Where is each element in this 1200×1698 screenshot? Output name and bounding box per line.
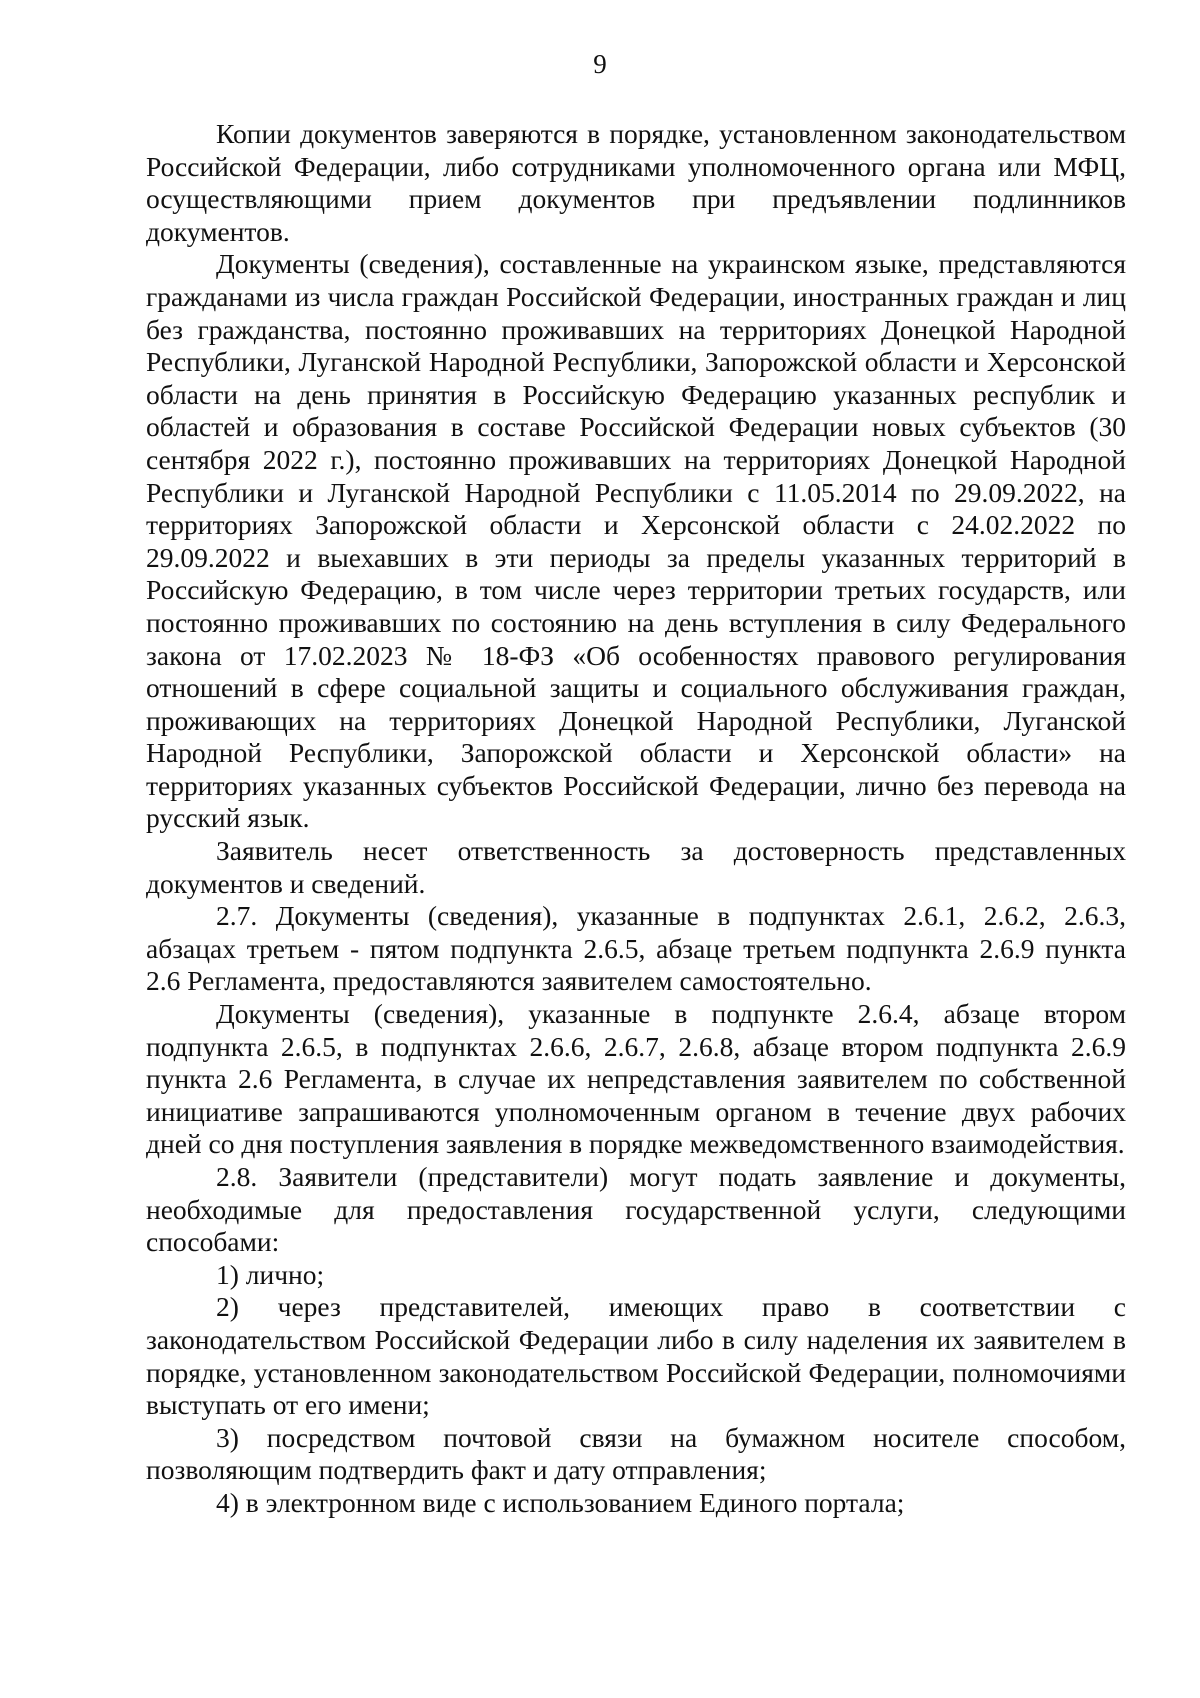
document-body	[146, 118, 1126, 1520]
paragraph-copies-certification: Копии документов заверяются в порядке, установленном законодательством Российской Федерации, либо сотрудниками уполномоченного органа или МФЦ, осуществляющими прием документов при предъявлении подлинников документов.	[146, 118, 1126, 247]
list-item-electronic: 4) в электронном виде с использованием Единого портала;	[216, 1486, 905, 1518]
paragraph-applicant-responsibility: Заявитель несет ответственность за достоверность представленных документов и сведений.	[146, 835, 1126, 899]
paragraph-ukrainian-documents: Документы (сведения), составленные на украинском языке, представляются гражданами из числа граждан Российской Федерации, иностранных граждан и лиц без гражданства, постоянно проживавших на территориях Донецкой Народной Республики, Луганской Народной Республики, Запорожской области и Херсонской области на день принятия в Российскую Федерацию указанных республик и областей и образования в составе Российской Федерации новых субъектов (30 сентября 2022 г.), постоянно проживавших на территориях Донецкой Народной Республики и Луганской Народной Республики с 11.05.2014 по 29.09.2022, на территориях Запорожской области и Херсонской области с 24.02.2022 по 29.09.2022 и выехавших в эти периоды за пределы указанных территорий в Российскую Федерацию, в том числе через территории третьих государств, или постоянно проживавших по состоянию на день вступления в силу Федерального закона от 17.02.2023 № 18-ФЗ «Об особенностях правового регулирования отношений в сфере социальной защиты и социального обслуживания граждан, проживающих на территориях Донецкой Народной Республики, Луганской Народной Республики, Запорожской области и Херсонской области» на территориях указанных субъектов Российской Федерации, лично без перевода на русский язык.	[146, 248, 1126, 834]
list-item-in-person: 1) лично;	[216, 1258, 325, 1290]
paragraph-interagency-request: Документы (сведения), указанные в подпункте 2.6.4, абзаце втором подпункта 2.6.5, в подпунктах 2.6.6, 2.6.7, 2.6.8, абзаце втором подпункта 2.6.9 пункта 2.6 Регламента, в случае их непредставления заявителем по собственной инициативе запрашиваются уполномоченным органом в течение двух рабочих дней со дня поступления заявления в порядке межведомственного взаимодействия.	[146, 998, 1126, 1160]
list-item-representatives: 2) через представителей, имеющих право в соответствии с законодательством Российской Федерации либо в силу наделения их заявителем в порядке, установленном законодательством Российской Федерации, полномочиями выступать от его имени;	[146, 1291, 1126, 1421]
list-item-postal: 3) посредством почтовой связи на бумажном носителе способом, позволяющим подтвердить факт и дату отправления;	[146, 1421, 1126, 1486]
page-number: 9	[593, 49, 607, 79]
paragraph-section-2-8: 2.8. Заявители (представители) могут подать заявление и документы, необходимые для предоставления государственной услуги, следующими способами:	[146, 1161, 1126, 1258]
paragraph-section-2-7: 2.7. Документы (сведения), указанные в подпунктах 2.6.1, 2.6.2, 2.6.3, абзацах третьем - пятом подпункта 2.6.5, абзаце третьем подпункта 2.6.9 пункта 2.6 Регламента, предоставляются заявителем самостоятельно.	[146, 900, 1126, 997]
